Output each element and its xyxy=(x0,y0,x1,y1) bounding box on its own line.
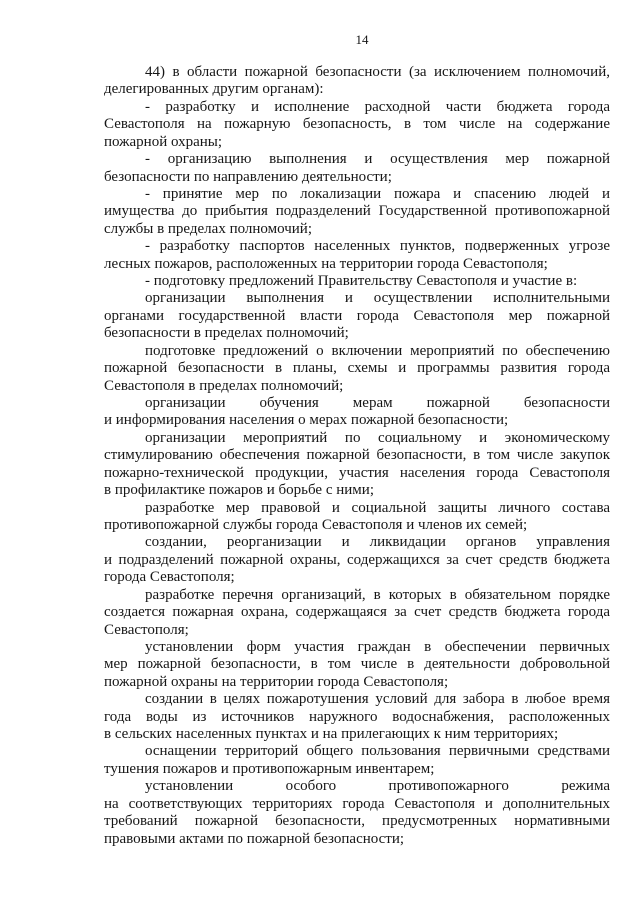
text-line: - разработку и исполнение расходной части бюджета города xyxy=(145,98,610,115)
text-line: организации обучения мерам пожарной безопасности xyxy=(145,395,610,412)
text-line: организации выполнения и осуществлении исполнительными xyxy=(145,290,610,307)
subitem-population-training xyxy=(104,395,610,430)
text-line: лесных пожаров, расположенных на территории города Севастополя; xyxy=(104,255,548,272)
text-line: Севастополя на пожарную безопасность, в том числе на содержание xyxy=(104,116,610,133)
text-line: разработке перечня организаций, в которых в обязательном порядке xyxy=(145,586,610,603)
text-line: требований пожарной безопасности, предусмотренных нормативными xyxy=(104,813,610,830)
text-line: мер пожарной безопасности, в том числе в деятельности добровольной xyxy=(104,656,610,673)
subitem-legal-social-protection xyxy=(104,500,610,535)
text-line: правовыми актами по пожарной безопасности; xyxy=(104,830,405,847)
text-line: тушения пожаров и противопожарным инвентарем; xyxy=(104,760,435,777)
text-line: разработке мер правовой и социальной защиты личного состава xyxy=(145,499,610,516)
text-line: Севастополя; xyxy=(104,621,189,638)
text-line: подготовке предложений о включении мероприятий по обеспечению xyxy=(145,342,610,359)
subitem-economic-incentives xyxy=(104,430,610,500)
subitem-settlement-passports xyxy=(104,238,610,273)
subitem-fire-units-management xyxy=(104,534,610,586)
text-line: безопасности в пределах полномочий; xyxy=(104,325,349,342)
text-line: пожарно-технической продукции, участия населения города Севастополя xyxy=(104,464,610,481)
subitem-special-fire-regime xyxy=(104,778,610,848)
text-line: пожарной безопасности в планы, схемы и программы развития города xyxy=(104,360,610,377)
text-line: стимулированию обеспечения пожарной безопасности, в том числе закупок xyxy=(104,447,610,464)
text-line: года воды из источников наружного водоснабжения, расположенных xyxy=(104,708,610,725)
text-line: в сельских населенных пунктах и на прилегающих к ним территориях; xyxy=(104,726,559,743)
text-line: в профилактике пожаров и борьбе с ними; xyxy=(104,482,374,499)
text-line: - разработку паспортов населенных пунктов, подверженных угрозе xyxy=(145,238,610,255)
text-line: создается пожарная охрана, содержащаяся за счет средств бюджета города xyxy=(104,604,610,621)
text-line: - подготовку предложений Правительству Севастополя и участие в: xyxy=(145,273,578,290)
text-line: установлении особого противопожарного режима xyxy=(145,778,610,795)
subitem-water-supply-conditions xyxy=(104,691,610,743)
text-line: организации мероприятий по социальному и экономическому xyxy=(145,429,610,446)
text-line: пожарной охраны; xyxy=(104,133,223,150)
subitem-public-area-equipment xyxy=(104,743,610,778)
text-line: противопожарной службы города Севастополя и членов их семей; xyxy=(104,516,528,533)
text-line: создании, реорганизации и ликвидации органов управления xyxy=(145,534,610,551)
page-number: 14 xyxy=(355,32,369,47)
text-line: города Севастополя; xyxy=(104,569,235,586)
subitem-proposals-intro xyxy=(104,273,610,290)
text-line: и информирования населения о мерах пожарной безопасности; xyxy=(104,412,509,429)
subitem-organizations-list xyxy=(104,587,610,639)
text-line: 44) в области пожарной безопасности (за исключением полномочий, xyxy=(145,64,610,80)
text-line: и подразделений пожарной охраны, содержащихся за счет средств бюджета xyxy=(104,551,610,568)
text-line: создании в целях пожаротушения условий для забора в любое время xyxy=(145,691,610,708)
text-line: - организацию выполнения и осуществления мер пожарной xyxy=(145,151,610,168)
text-line: на соответствующих территориях города Севастополя и дополнительных xyxy=(104,795,610,812)
subitem-citizen-participation xyxy=(104,639,610,691)
text-line: безопасности по направлению деятельности; xyxy=(104,168,392,185)
text-line: оснащении территорий общего пользования первичными средствами xyxy=(145,743,610,760)
text-line: имущества до прибытия подразделений Государственной противопожарной xyxy=(104,203,610,220)
text-line: органами государственной власти города Севастополя мер пожарной xyxy=(104,307,610,324)
text-line: Севастополя в пределах полномочий; xyxy=(104,377,344,394)
text-line: - принятие мер по локализации пожара и спасению людей и xyxy=(145,185,610,202)
text-line: установлении форм участия граждан в обеспечении первичных xyxy=(145,638,610,655)
subitem-organization-of-execution xyxy=(104,290,610,342)
item-44-heading xyxy=(104,64,610,99)
text-line: делегированных другим органам): xyxy=(104,81,324,98)
subitem-budget xyxy=(104,99,610,151)
subitem-program-proposals xyxy=(104,343,610,395)
document-body xyxy=(104,64,610,848)
text-line: пожарной охраны на территории города Севастополя; xyxy=(104,673,449,690)
subitem-measures-organization xyxy=(104,151,610,186)
subitem-fire-localization xyxy=(104,186,610,238)
text-line: службы в пределах полномочий; xyxy=(104,220,313,237)
